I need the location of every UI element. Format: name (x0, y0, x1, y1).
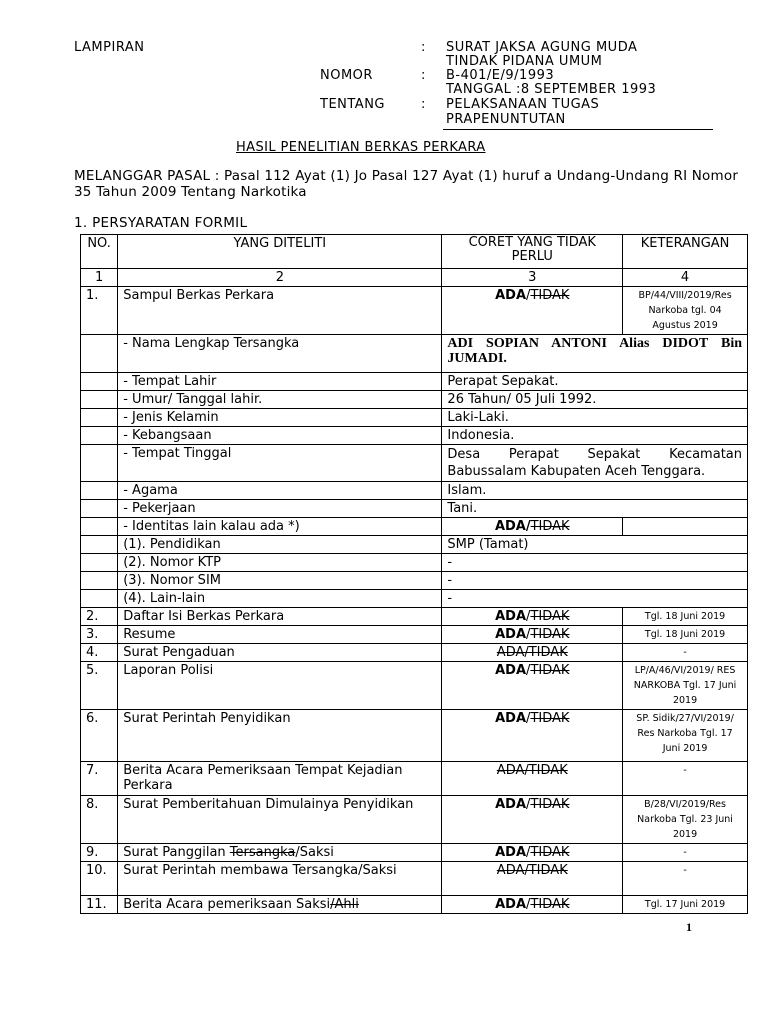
row-no: 5. (81, 662, 118, 710)
row-status (442, 862, 623, 896)
colnum: 4 (623, 269, 748, 287)
tidak-struck: TIDAK (530, 519, 570, 534)
row-keterangan: B/28/VI/2019/Res Narkoba Tgl. 23 Juni 2019 (623, 796, 748, 844)
empty-cell (81, 391, 118, 409)
tidak-struck: TIDAK (530, 627, 570, 642)
ada-text: ADA (495, 797, 527, 812)
table-row (81, 445, 748, 482)
table-header-row (81, 235, 748, 269)
empty-cell (81, 590, 118, 608)
pasal-statement: MELANGGAR PASAL : Pasal 112 Ayat (1) Jo Pasal 127 Ayat (1) huruf a Undang-Undang RI Nomor 35 Tahun 2009 Tentang Narkotika (74, 168, 739, 200)
row-keterangan: Tgl. 18 Juni 2019 (623, 626, 748, 644)
slash: / (526, 797, 531, 812)
row-no: 10. (81, 862, 118, 896)
row-label (118, 896, 442, 914)
table-row (81, 608, 748, 626)
sim-value: - (442, 572, 748, 590)
table-row (81, 662, 748, 710)
row-keterangan: - (623, 762, 748, 796)
slash: / (526, 663, 531, 678)
row-no: 8. (81, 796, 118, 844)
row-keterangan: - (623, 862, 748, 896)
row-label: Laporan Polisi (118, 662, 442, 710)
ada-text: ADA (495, 845, 527, 860)
empty-cell (81, 554, 118, 572)
tanggal: TANGGAL :8 SEPTEMBER 1993 (446, 82, 657, 97)
row-label: Sampul Berkas Perkara (118, 287, 442, 335)
row-keterangan: Tgl. 18 Juni 2019 (623, 608, 748, 626)
jenis-kelamin-value: Laki-Laki. (442, 409, 748, 427)
lain-lain-value: - (442, 590, 748, 608)
tidak-struck: TIDAK (530, 845, 570, 860)
ada-text: ADA (494, 519, 526, 534)
table-row (81, 335, 748, 373)
row-no: 9. (81, 844, 118, 862)
lampiran-label: LAMPIRAN (74, 40, 145, 55)
row-no: 11. (81, 896, 118, 914)
row-status (442, 287, 623, 335)
table-row (81, 518, 748, 536)
tempat-tinggal-label: - Tempat Tinggal (118, 445, 442, 482)
empty-cell (81, 427, 118, 445)
agama-value: Islam. (442, 482, 748, 500)
colon: : (421, 97, 426, 112)
ada-text: ADA (495, 711, 527, 726)
row-status (442, 626, 623, 644)
row-label: Daftar Isi Berkas Perkara (118, 608, 442, 626)
ada-tidak-struck: ADA/TIDAK (496, 763, 568, 778)
umur-label: - Umur/ Tanggal lahir. (118, 391, 442, 409)
slash: / (526, 288, 531, 303)
row-keterangan: - (623, 644, 748, 662)
tidak-struck: TIDAK (530, 609, 570, 624)
kebangsaan-value: Indonesia. (442, 427, 748, 445)
label-part: Berita Acara pemeriksaan Saksi (123, 897, 331, 912)
label-struck: /Ahli (330, 897, 359, 912)
tidak-struck: TIDAK (530, 897, 570, 912)
empty-cell (81, 518, 118, 536)
empty-cell (81, 335, 118, 373)
nomor-value: B-401/E/9/1993 (446, 68, 555, 83)
pendidikan-label: (1). Pendidikan (118, 536, 442, 554)
identitas-status (442, 518, 623, 536)
row-keterangan: SP. Sidik/27/VI/2019/ Res Narkoba Tgl. 17 Juni 2019 (623, 710, 748, 762)
colon: : (421, 68, 426, 83)
label-part: /Saksi (295, 845, 334, 860)
row-no: 2. (81, 608, 118, 626)
ada-tidak-struck: ADA/TIDAK (496, 863, 568, 878)
table-row (81, 590, 748, 608)
empty-cell (81, 572, 118, 590)
slash: / (526, 897, 531, 912)
tempat-tinggal-value: Desa Perapat Sepakat Kecamatan Babussalam Kabupaten Aceh Tenggara. (442, 445, 748, 482)
tidak-struck: TIDAK (530, 711, 570, 726)
slash: / (525, 519, 531, 534)
tentang-line1: PELAKSANAAN TUGAS (446, 97, 600, 112)
umur-value: 26 Tahun/ 05 Juli 1992. (442, 391, 748, 409)
pekerjaan-value: Tani. (442, 500, 748, 518)
table-row (81, 896, 748, 914)
row-keterangan: - (623, 844, 748, 862)
ada-text: ADA (495, 897, 527, 912)
ktp-label: (2). Nomor KTP (118, 554, 442, 572)
jenis-kelamin-label: - Jenis Kelamin (118, 409, 442, 427)
row-status (442, 644, 623, 662)
document-title: HASIL PENELITIAN BERKAS PERKARA (236, 140, 486, 155)
table-row (81, 644, 748, 662)
pekerjaan-label: - Pekerjaan (118, 500, 442, 518)
row-keterangan: Tgl. 17 Juni 2019 (623, 896, 748, 914)
row-no: 4. (81, 644, 118, 662)
agama-label: - Agama (118, 482, 442, 500)
row-label: Berita Acara Pemeriksaan Tempat Kejadian Perkara (118, 762, 442, 796)
row-label: Surat Pemberitahuan Dimulainya Penyidikan (118, 796, 442, 844)
section-title: 1. PERSYARATAN FORMIL (74, 215, 248, 231)
row-label (118, 844, 442, 862)
ada-text: ADA (495, 663, 527, 678)
table-row (81, 844, 748, 862)
surat-line1: SURAT JAKSA AGUNG MUDA (446, 40, 638, 55)
row-status (442, 796, 623, 844)
ktp-value: - (442, 554, 748, 572)
table-row (81, 427, 748, 445)
header-diteliti: YANG DITELITI (118, 235, 442, 269)
row-label: Surat Perintah membawa Tersangka/Saksi (118, 862, 442, 896)
row-no: 1. (81, 287, 118, 335)
empty-cell (81, 409, 118, 427)
table-row (81, 762, 748, 796)
sim-label: (3). Nomor SIM (118, 572, 442, 590)
table-row (81, 391, 748, 409)
table-row (81, 710, 748, 762)
nomor-label: NOMOR (320, 68, 373, 83)
colnum: 2 (118, 269, 442, 287)
empty-cell (81, 536, 118, 554)
nama-value: ADI SOPIAN ANTONI Alias DIDOT Bin JUMADI. (442, 335, 748, 373)
header-keterangan: KETERANGAN (623, 235, 748, 269)
empty-cell (623, 518, 748, 536)
page-number: 1 (686, 920, 692, 934)
row-no: 7. (81, 762, 118, 796)
surat-line2: TINDAK PIDANA UMUM (446, 54, 603, 69)
table-row (81, 482, 748, 500)
table-row (81, 796, 748, 844)
identitas-lain-label: - Identitas lain kalau ada *) (118, 518, 442, 536)
tentang-line2: PRAPENUNTUTAN (446, 112, 566, 127)
label-struck: Tersangka (229, 845, 296, 860)
label-part: Surat Panggilan (123, 845, 230, 860)
empty-cell (81, 482, 118, 500)
row-no: 3. (81, 626, 118, 644)
table-row (81, 373, 748, 391)
empty-cell (81, 445, 118, 482)
row-keterangan: BP/44/VIII/2019/Res Narkoba tgl. 04 Agustus 2019 (623, 287, 748, 335)
row-status (442, 844, 623, 862)
table-row (81, 536, 748, 554)
row-status (442, 762, 623, 796)
row-label: Surat Pengaduan (118, 644, 442, 662)
tempat-lahir-label: - Tempat Lahir (118, 373, 442, 391)
ada-text: ADA (495, 609, 527, 624)
empty-cell (81, 373, 118, 391)
column-number-row (81, 269, 748, 287)
tidak-struck: TIDAK (530, 663, 570, 678)
ada-tidak-struck: ADA/TIDAK (496, 645, 568, 660)
header-rule (443, 129, 713, 130)
slash: / (526, 711, 531, 726)
slash: / (526, 609, 531, 624)
row-keterangan: LP/A/46/VI/2019/ RES NARKOBA Tgl. 17 Juni 2019 (623, 662, 748, 710)
tentang-label: TENTANG (320, 97, 386, 112)
colon: : (421, 40, 426, 55)
row-no: 6. (81, 710, 118, 762)
table-row (81, 409, 748, 427)
table-row (81, 862, 748, 896)
lain-lain-label: (4). Lain-lain (118, 590, 442, 608)
row-status (442, 710, 623, 762)
slash: / (526, 845, 531, 860)
table-row (81, 500, 748, 518)
row-label: Surat Perintah Penyidikan (118, 710, 442, 762)
tidak-struck: TIDAK (530, 288, 570, 303)
colnum: 1 (81, 269, 118, 287)
nama-label: - Nama Lengkap Tersangka (118, 335, 442, 373)
header-coret: CORET YANG TIDAK PERLU (442, 235, 623, 269)
tempat-lahir-value: Perapat Sepakat. (442, 373, 748, 391)
table-row (81, 554, 748, 572)
pendidikan-value: SMP (Tamat) (442, 536, 748, 554)
table-row (81, 287, 748, 335)
row-status (442, 662, 623, 710)
kebangsaan-label: - Kebangsaan (118, 427, 442, 445)
row-status (442, 896, 623, 914)
persyaratan-table (80, 234, 748, 914)
table-row (81, 572, 748, 590)
table-row (81, 626, 748, 644)
ada-text: ADA (495, 627, 527, 642)
row-label: Resume (118, 626, 442, 644)
row-status (442, 608, 623, 626)
header-no: NO. (81, 235, 118, 269)
ada-text: ADA (495, 288, 527, 303)
tidak-struck: TIDAK (530, 797, 570, 812)
empty-cell (81, 500, 118, 518)
slash: / (526, 627, 531, 642)
colnum: 3 (442, 269, 623, 287)
